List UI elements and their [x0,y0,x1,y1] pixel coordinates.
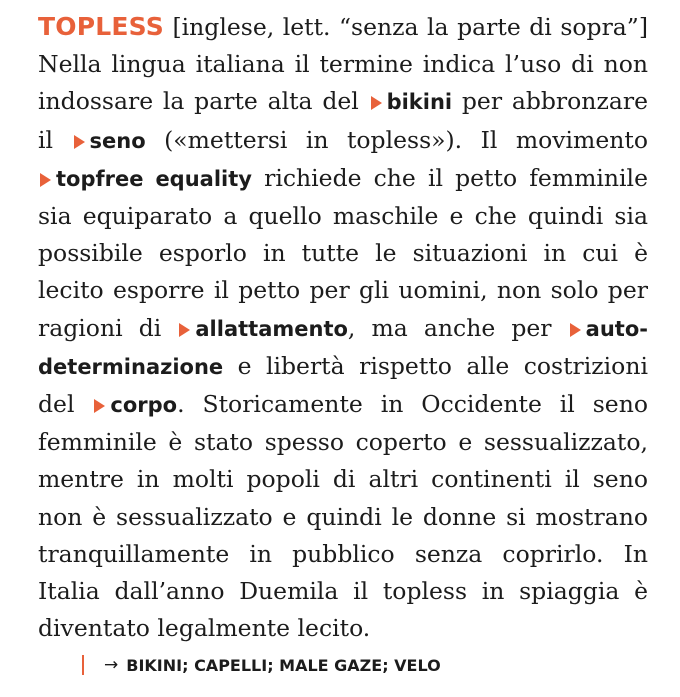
triangle-right-icon [179,323,190,337]
see-also [82,655,441,675]
entry-text-4: richiede che il petto femminile sia equiparato a quello maschile e che quindi sia possibile esporlo in tutte le situazioni in cui è lecito esporre il petto per gli uomini, non solo per ragioni di [38,163,648,342]
entry-text-6: e libertà rispetto alle costrizioni del [38,351,648,419]
xref-label: bikini [386,90,453,115]
entry-text-3: («mettersi in topless»). Il movimento [164,125,648,154]
entry-etymology: [inglese, lett. “senza la parte di sopra”] [172,13,648,41]
xref-label: corpo [110,393,178,418]
xref-seno[interactable] [72,129,146,153]
entry-text-2: per abbronzare il [38,87,648,154]
triangle-right-icon [74,135,85,149]
vertical-bar-icon [82,655,84,675]
triangle-right-icon [371,96,382,110]
see-also-links[interactable]: BIKINI; CAPELLI; MALE GAZE; VELO [126,655,441,675]
xref-label: allattamento [195,316,348,341]
xref-label: topfree equality [56,166,252,191]
xref-label: autodeterminazione [38,316,648,379]
xref-label: seno [89,128,146,153]
entry-text-5: , ma anche per [347,313,552,342]
dictionary-entry [38,8,648,647]
triangle-right-icon [94,399,105,413]
entry-text-7: . Storicamente in Occidente il seno femminile è stato spesso coperto e sessualizzato, mentre in molti popoli di altri continenti il seno non è sessualizzato e quindi le donne si mostrano tranquillamente in pubblico senza coprirlo. In Italia dall’anno Duemila il topless in spiaggia è diventato legalmente lecito. [38,390,648,643]
xref-corpo[interactable] [92,393,177,417]
triangle-right-icon [40,173,51,187]
entry-headword: TOPLESS [38,12,164,41]
arrow-right-icon: → [104,655,119,675]
triangle-right-icon [570,323,581,337]
xref-bikini[interactable] [369,90,453,114]
entry-text-1: Nella lingua italiana il termine indica l’uso di non indossare la parte alta del [38,50,648,116]
xref-topfree-equality[interactable] [38,167,252,191]
xref-allattamento[interactable] [177,317,348,341]
